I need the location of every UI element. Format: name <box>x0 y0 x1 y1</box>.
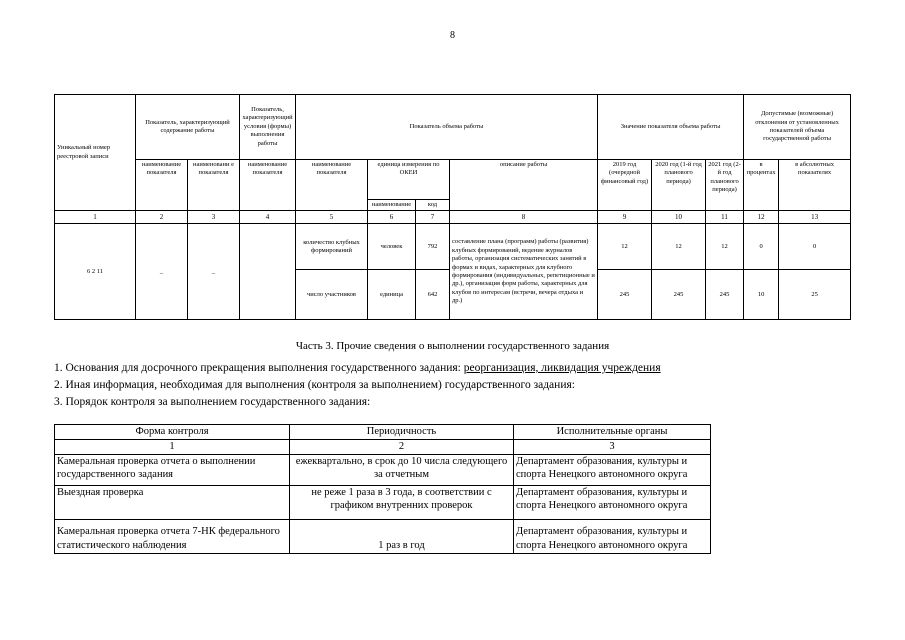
value-2020: 245 <box>652 270 706 320</box>
deviation-absolute: 25 <box>779 270 851 320</box>
value-2019: 12 <box>598 224 652 270</box>
value-2019: 245 <box>598 270 652 320</box>
deviation-percent: 0 <box>744 224 779 270</box>
termination-grounds-value: реорганизация, ликвидация учреждения <box>463 362 661 374</box>
header-okei-code: код <box>416 200 450 211</box>
column-number: 1 <box>55 211 136 224</box>
column-number: 2 <box>290 440 514 455</box>
column-number: 3 <box>188 211 240 224</box>
column-number: 1 <box>55 440 290 455</box>
column-number: 13 <box>779 211 851 224</box>
termination-grounds <box>54 362 661 374</box>
header-indicator-name: наименование показателя <box>136 160 188 211</box>
column-number: 3 <box>514 440 711 455</box>
conditions-indicator-empty <box>240 224 296 320</box>
page-number: 8 <box>450 30 455 41</box>
header-volume-values: Значение показателя объема работы <box>598 95 744 160</box>
header-volume-indicator: Показатель объема работы <box>296 95 598 160</box>
header-content-indicator: Показатель, характеризующий содержание работы <box>136 95 240 160</box>
column-number: 10 <box>652 211 706 224</box>
column-number: 9 <box>598 211 652 224</box>
header-executive-bodies: Исполнительные органы <box>514 425 711 440</box>
part3-title: Часть 3. Прочие сведения о выполнении государственного задания <box>295 340 610 352</box>
content-indicator-empty-2: _ <box>188 224 240 320</box>
header-okei-name: наименование <box>368 200 416 211</box>
header-indicator-name-3: наименование показателя <box>240 160 296 211</box>
header-absolute: в абсолютных показателях <box>779 160 851 211</box>
other-information: 2. Иная информация, необходимая для выполнения (контроля за выполнением) государственного задания: <box>54 379 575 391</box>
unit-name: человек <box>368 224 416 270</box>
header-control-form: Форма контроля <box>55 425 290 440</box>
unit-code: 792 <box>416 224 450 270</box>
value-2020: 12 <box>652 224 706 270</box>
column-number: 2 <box>136 211 188 224</box>
column-number: 11 <box>706 211 744 224</box>
header-indicator-name-4: наименование показателя <box>296 160 368 211</box>
unit-name: единица <box>368 270 416 320</box>
termination-grounds-label: 1. Основания для досрочного прекращения выполнения государственного задания: <box>54 362 464 374</box>
control-table <box>54 424 711 554</box>
column-number: 7 <box>416 211 450 224</box>
periodicity: ежеквартально, в срок до 10 числа следующего за отчетным <box>290 454 514 485</box>
deviation-percent: 10 <box>744 270 779 320</box>
indicator-name: количество клубных формирований <box>296 224 368 270</box>
registry-number: 6 2 11 <box>55 224 136 320</box>
column-number: 5 <box>296 211 368 224</box>
header-periodicity: Периодичность <box>290 425 514 440</box>
control-form: Выездная проверка <box>55 485 290 519</box>
header-allowed-deviation: Допустимые (возможные) отклонения от установленных показателей объема государственной работы <box>744 95 851 160</box>
control-procedure: 3. Порядок контроля за выполнением государственного задания: <box>54 396 371 408</box>
work-description: составление плана (программ) работы (развития) клубных формирований, ведение журналов работы, организация систематических занятий в формах и видах, характерных для клубного формирования (индивидуальных, репетиционные и др.), организация форм работы, характерных для клубов по интересам (встречи, вечера отдыха и др.) <box>450 224 598 320</box>
header-year-2020: 2020 год (1-й год планового периода) <box>652 160 706 211</box>
value-2021: 245 <box>706 270 744 320</box>
deviation-absolute: 0 <box>779 224 851 270</box>
indicator-name: число участников <box>296 270 368 320</box>
executive-body: Департамент образования, культуры и спорта Ненецкого автономного округа <box>514 485 711 519</box>
column-number: 4 <box>240 211 296 224</box>
content-indicator-empty: _ <box>136 224 188 320</box>
column-number: 12 <box>744 211 779 224</box>
header-work-description: описание работы <box>450 160 598 211</box>
periodicity: не реже 1 раза в 3 года, в соответствии с графиком внутренних проверок <box>290 485 514 519</box>
header-okei-unit: единица измерения по ОКЕИ <box>368 160 450 200</box>
column-number: 6 <box>368 211 416 224</box>
control-form: Камеральная проверка отчета 7-НК федерального статистического наблюдения <box>55 519 290 553</box>
unit-code: 642 <box>416 270 450 320</box>
column-number: 8 <box>450 211 598 224</box>
work-volume-table <box>54 94 851 320</box>
header-year-2019: 2019 год (очередной финансовый год) <box>598 160 652 211</box>
executive-body: Департамент образования, культуры и спорта Ненецкого автономного округа <box>514 519 711 553</box>
control-form: Камеральная проверка отчета о выполнении государственного задания <box>55 454 290 485</box>
header-percent: в процентах <box>744 160 779 211</box>
periodicity: 1 раз в год <box>290 519 514 553</box>
header-year-2021: 2021 год (2-й год планового периода) <box>706 160 744 211</box>
executive-body: Департамент образования, культуры и спорта Ненецкого автономного округа <box>514 454 711 485</box>
value-2021: 12 <box>706 224 744 270</box>
header-conditions-indicator: Показатель, характеризующий условия (формы) выполнения работы <box>240 95 296 160</box>
header-indicator-name-2: наименовани е показателя <box>188 160 240 211</box>
header-unique-number: Уникальный номер реестровой записи <box>55 95 136 211</box>
